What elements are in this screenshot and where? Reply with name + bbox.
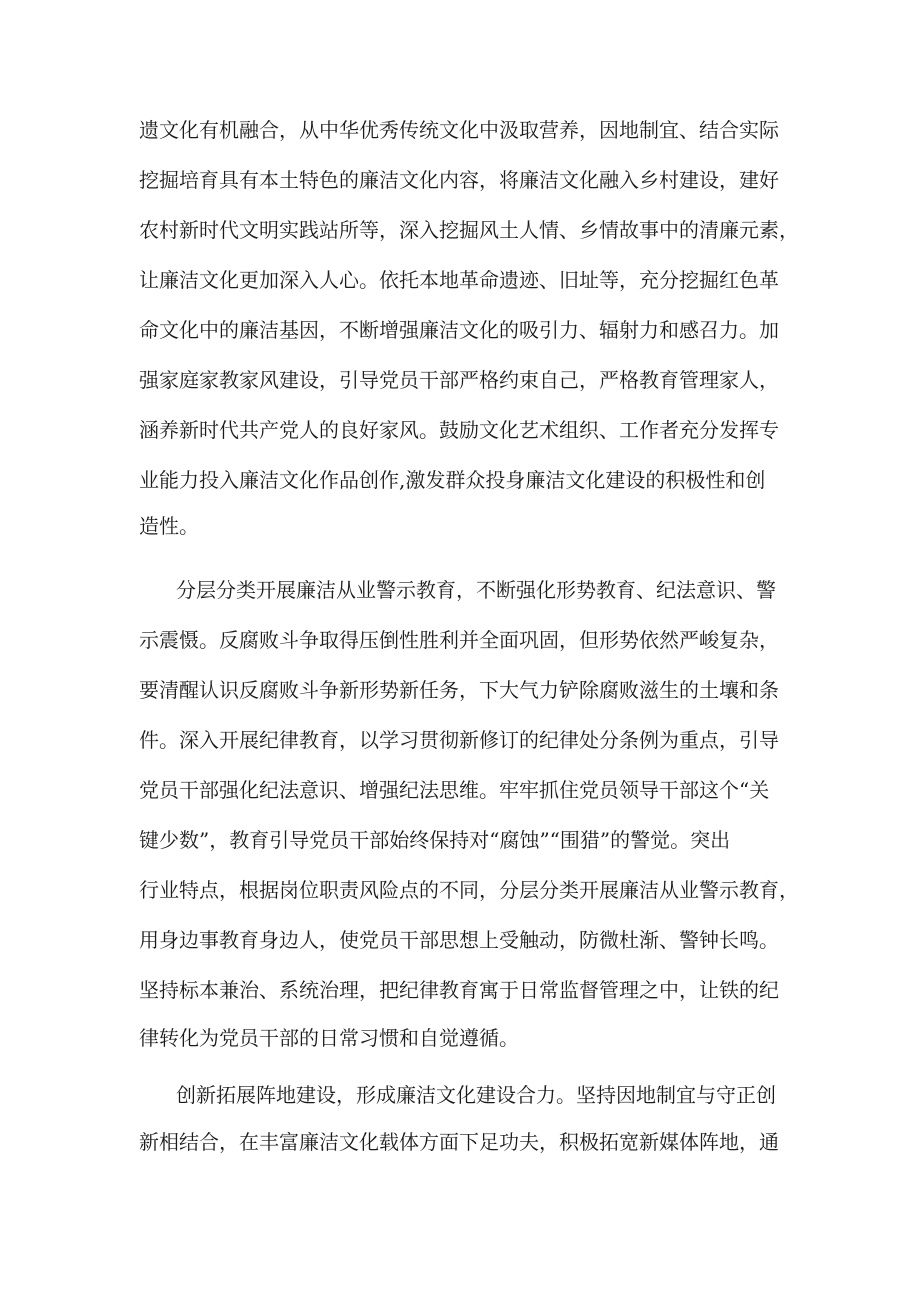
paragraph-1-line-6: 强家庭家教家风建设，引导党员干部严格约束自己，严格教育管理家人， — [139, 368, 779, 392]
paragraph-2-line-5: 党员干部强化纪法意识、增强纪法思维。牢牢抓住党员领导干部这个“关 — [139, 778, 770, 802]
paragraph-1-line-2: 挖掘培育具有本土特色的廉洁文化内容，将廉洁文化融入乡村建设，建好 — [139, 168, 779, 192]
paragraph-3-line-2: 新相结合，在丰富廉洁文化载体方面下足功夫，积极拓宽新媒体阵地，通 — [139, 1130, 779, 1154]
paragraph-1-line-8: 业能力投入廉洁文化作品创作,激发群众投身廉洁文化建设的积极性和创 — [139, 468, 766, 492]
paragraph-1-line-4: 让廉洁文化更加深入人心。依托本地革命遗迹、旧址等，充分挖掘红色革 — [139, 268, 779, 292]
paragraph-2-line-8: 用身边事教育身边人，使党员干部思想上受触动，防微杜渐、警钟长鸣。 — [139, 928, 779, 952]
paragraph-2-line-3: 要清醒认识反腐败斗争新形势新任务，下大气力铲除腐败滋生的土壤和条 — [139, 678, 779, 702]
paragraph-1-line-9: 造性。 — [139, 514, 199, 538]
paragraph-1-line-5: 命文化中的廉洁基因，不断增强廉洁文化的吸引力、辐射力和感召力。加 — [139, 318, 779, 342]
paragraph-2-line-2: 示震慑。反腐败斗争取得压倒性胜利并全面巩固，但形势依然严峻复杂， — [139, 628, 779, 652]
paragraph-2-line-4: 件。深入开展纪律教育，以学习贯彻新修订的纪律处分条例为重点，引导 — [139, 728, 779, 752]
paragraph-3-line-1: 创新拓展阵地建设，形成廉洁文化建设合力。坚持因地制宜与守正创 — [176, 1083, 776, 1107]
paragraph-1-line-7: 涵养新时代共产党人的良好家风。鼓励文化艺术组织、工作者充分发挥专 — [139, 418, 779, 442]
paragraph-2-line-9: 坚持标本兼治、系统治理，把纪律教育寓于日常监督管理之中，让铁的纪 — [139, 978, 779, 1002]
paragraph-2-line-7: 行业特点，根据岗位职责风险点的不同，分层分类开展廉洁从业警示教育， — [139, 878, 799, 902]
paragraph-1-line-1: 遗文化有机融合，从中华优秀传统文化中汲取营养，因地制宜、结合实际 — [139, 118, 779, 142]
paragraph-2-line-6: 键少数”，教育引导党员干部始终保持对“腐蚀”“围猎”的警觉。突出 — [139, 828, 731, 852]
paragraph-1-line-3: 农村新时代文明实践站所等，深入挖掘风土人情、乡情故事中的清廉元素， — [139, 218, 799, 242]
paragraph-2-line-10: 律转化为党员干部的日常习惯和自觉遵循。 — [139, 1026, 519, 1050]
paragraph-2-line-1: 分层分类开展廉洁从业警示教育，不断强化形势教育、纪法意识、警 — [176, 578, 776, 602]
